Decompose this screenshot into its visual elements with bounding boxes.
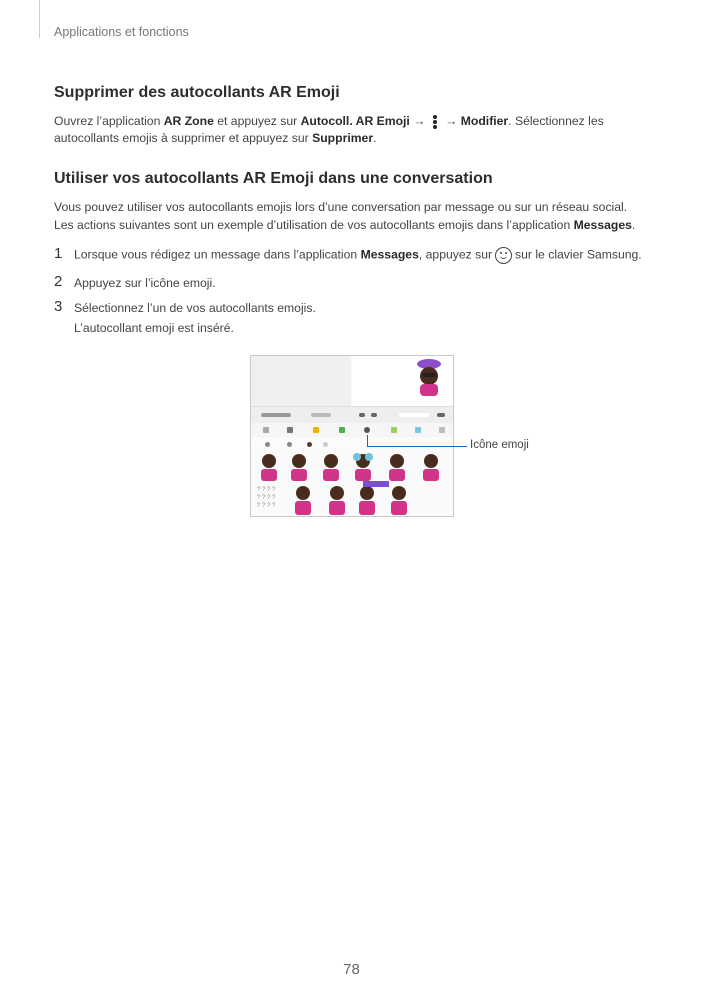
svg-text:? ? ? ?: ? ? ? ? (257, 495, 276, 501)
sticker-grid[interactable] (251, 451, 453, 516)
step-number: 2 (54, 273, 63, 290)
conversation-list-pane (251, 356, 351, 406)
step-1-text: Lorsque vous rédigez un message dans l’application Messages, appuyez sur sur le clavier Samsung. (74, 247, 642, 264)
step-number: 3 (54, 298, 63, 315)
step-number: 1 (54, 245, 63, 262)
step-2-text: Appuyez sur l’icône emoji. (74, 276, 216, 290)
emoji-tab-icon[interactable] (364, 427, 370, 433)
callout-leader-line (367, 446, 467, 447)
running-header: Applications et fonctions (54, 25, 189, 39)
emoji-smiley-icon (495, 247, 512, 264)
section-title-delete: Supprimer des autocollants AR Emoji (54, 84, 340, 101)
intro-line1: Vous pouvez utiliser vos autocollants emojis lors d’une conversation par message ou sur un réseau social. (54, 200, 628, 214)
section-title-use: Utiliser vos autocollants AR Emoji dans une conversation (54, 170, 493, 187)
keyboard-tab-bar (251, 423, 453, 437)
message-input-bar[interactable] (251, 406, 453, 423)
callout-emoji-icon-label: Icône emoji (470, 439, 529, 451)
step-3-result: L’autocollant emoji est inséré. (74, 321, 234, 335)
svg-text:? ? ? ?: ? ? ? ? (257, 503, 276, 509)
svg-text:? ? ? ?: ? ? ? ? (257, 487, 276, 493)
page-number: 78 (343, 961, 360, 978)
paragraph-delete-line1: Ouvrez l’application AR Zone et appuyez sur Autocoll. AR Emoji → → Modifier. Sélectionnez les (54, 114, 604, 128)
step-3-text: Sélectionnez l’un de vos autocollants emojis. (74, 301, 316, 315)
more-options-icon (432, 114, 439, 130)
sticker-category-bar (251, 438, 453, 451)
paragraph-delete-line2: autocollants emojis à supprimer et appuyez sur Supprimer. (54, 131, 377, 145)
keyboard-screenshot (250, 355, 454, 517)
header-rule (39, 0, 40, 38)
intro-line2: Les actions suivantes sont un exemple d’utilisation de vos autocollants emojis dans l’application Messages. (54, 218, 636, 232)
sent-sticker (411, 358, 447, 398)
